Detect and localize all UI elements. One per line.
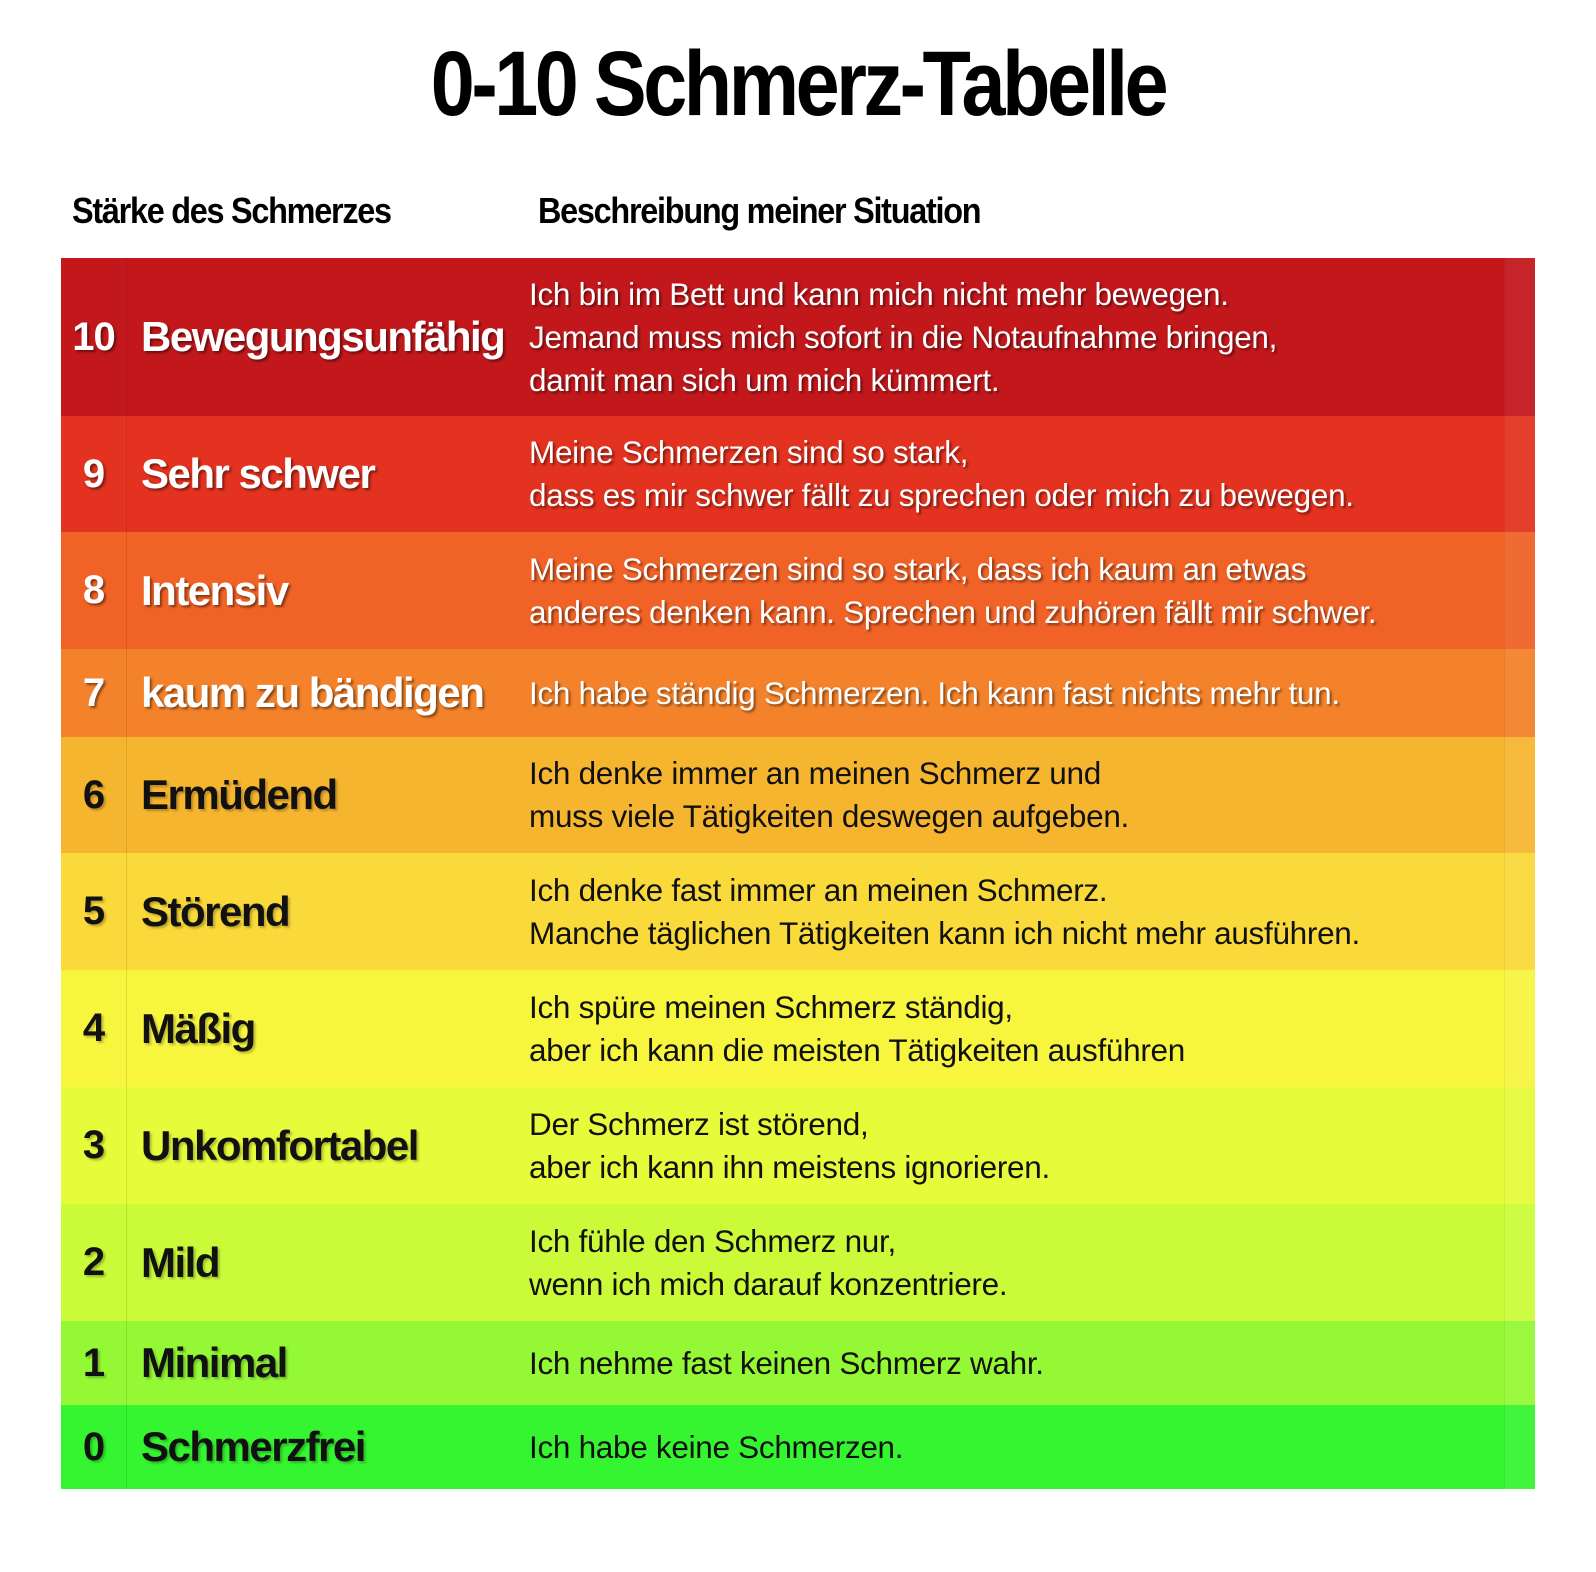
pain-level: 6 bbox=[61, 737, 127, 853]
pain-label: Schmerzfrei bbox=[141, 1423, 365, 1470]
pain-level: 0 bbox=[61, 1405, 127, 1489]
row-edge bbox=[1504, 532, 1535, 649]
table-row bbox=[61, 532, 1535, 649]
column-header-description: Beschreibung meiner Situation bbox=[538, 190, 981, 231]
pain-label: Bewegungsunfähig bbox=[141, 313, 505, 360]
table-row bbox=[61, 1321, 1535, 1405]
pain-description: Ich fühle den Schmerz nur, wenn ich mich darauf konzentriere. bbox=[529, 1222, 1008, 1302]
row-edge bbox=[1504, 649, 1535, 737]
table-row bbox=[61, 737, 1535, 853]
pain-description: Ich denke immer an meinen Schmerz und muss viele Tätigkeiten deswegen aufgeben. bbox=[529, 755, 1130, 834]
pain-description: Meine Schmerzen sind so stark, dass ich kaum an etwas anderes denken kann. Sprechen und zuhören fällt mir schwer. bbox=[529, 550, 1377, 630]
pain-level: 4 bbox=[61, 970, 127, 1087]
pain-level: 1 bbox=[61, 1321, 127, 1405]
pain-label: Mäßig bbox=[141, 1004, 255, 1052]
pain-level: 2 bbox=[61, 1204, 127, 1321]
pain-level: 10 bbox=[61, 258, 127, 416]
pain-level: 3 bbox=[61, 1087, 127, 1204]
row-edge bbox=[1504, 970, 1535, 1087]
row-edge bbox=[1504, 1204, 1535, 1321]
pain-label: Unkomfortabel bbox=[141, 1121, 418, 1169]
table-row bbox=[61, 853, 1535, 970]
table-row bbox=[61, 258, 1535, 416]
table-row bbox=[61, 1405, 1535, 1489]
column-header-strength: Stärke des Schmerzes bbox=[72, 190, 391, 231]
table-row bbox=[61, 416, 1535, 532]
pain-description: Ich denke fast immer an meinen Schmerz. Manche täglichen Tätigkeiten kann ich nicht mehr ausführen. bbox=[529, 871, 1360, 951]
pain-label: Mild bbox=[141, 1238, 219, 1286]
table-row bbox=[61, 1204, 1535, 1321]
table-row bbox=[61, 649, 1535, 737]
row-edge bbox=[1504, 737, 1535, 853]
pain-description: Ich habe keine Schmerzen. bbox=[529, 1428, 904, 1465]
pain-label: Minimal bbox=[141, 1339, 287, 1386]
page-title: 0-10 Schmerz-Tabelle bbox=[430, 33, 1166, 135]
pain-label: Störend bbox=[141, 887, 290, 935]
row-edge bbox=[1504, 853, 1535, 970]
table-row bbox=[61, 970, 1535, 1087]
pain-level: 9 bbox=[61, 416, 127, 532]
row-edge bbox=[1504, 258, 1535, 416]
pain-scale-table bbox=[61, 258, 1535, 1489]
table-row bbox=[61, 1087, 1535, 1204]
pain-description: Ich bin im Bett und kann mich nicht mehr bewegen. Jemand muss mich sofort in die Notaufnahme bringen, damit man sich um mich kümmert. bbox=[529, 275, 1278, 398]
row-edge bbox=[1504, 416, 1535, 532]
pain-level: 5 bbox=[61, 853, 127, 970]
pain-label: Ermüdend bbox=[141, 771, 337, 818]
pain-description: Der Schmerz ist störend, aber ich kann ihn meistens ignorieren. bbox=[529, 1105, 1050, 1185]
pain-label: kaum zu bändigen bbox=[141, 669, 484, 716]
row-edge bbox=[1504, 1405, 1535, 1489]
pain-description: Meine Schmerzen sind so stark, dass es mir schwer fällt zu sprechen oder mich zu bewegen. bbox=[529, 434, 1354, 513]
row-edge bbox=[1504, 1321, 1535, 1405]
pain-description: Ich habe ständig Schmerzen. Ich kann fast nichts mehr tun. bbox=[529, 674, 1340, 711]
pain-description: Ich spüre meinen Schmerz ständig, aber ich kann die meisten Tätigkeiten ausführen bbox=[529, 988, 1185, 1068]
pain-label: Intensiv bbox=[141, 566, 288, 614]
pain-description: Ich nehme fast keinen Schmerz wahr. bbox=[529, 1344, 1044, 1381]
row-edge bbox=[1504, 1087, 1535, 1204]
pain-level: 8 bbox=[61, 532, 127, 649]
pain-label: Sehr schwer bbox=[141, 450, 375, 497]
pain-level: 7 bbox=[61, 649, 127, 737]
